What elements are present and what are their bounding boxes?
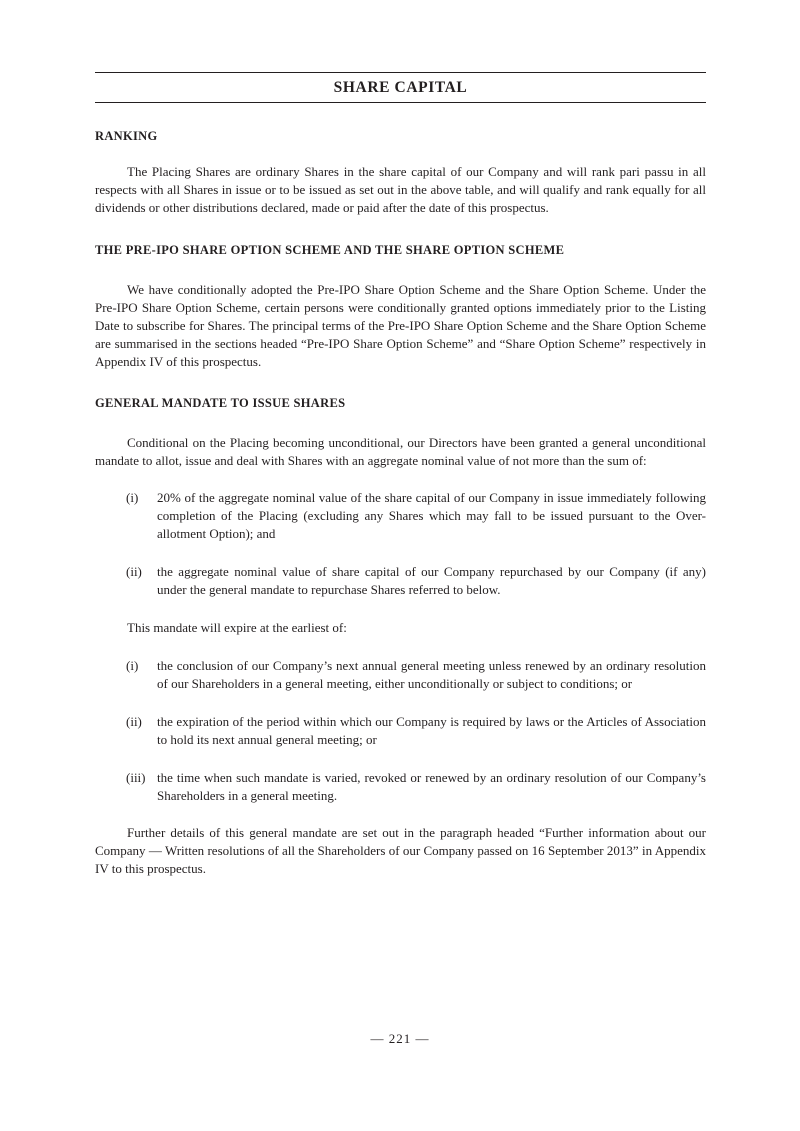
document-body bbox=[95, 127, 706, 878]
list-marker: (iii) bbox=[126, 770, 146, 785]
page-number: — 221 — bbox=[370, 1031, 430, 1046]
header-top-rule bbox=[95, 72, 706, 73]
section-heading-option-scheme: THE PRE-IPO SHARE OPTION SCHEME AND THE SHARE OPTION SCHEME bbox=[95, 243, 565, 257]
list-marker: (i) bbox=[126, 658, 139, 673]
list-marker: (ii) bbox=[126, 714, 142, 729]
list-item bbox=[95, 657, 706, 693]
section-heading-ranking: RANKING bbox=[95, 129, 158, 143]
list-item bbox=[95, 489, 706, 543]
page-title: SHARE CAPITAL bbox=[333, 79, 468, 96]
list-item bbox=[95, 713, 706, 749]
list-item bbox=[95, 563, 706, 599]
list-item-text: the time when such mandate is varied, revoked or renewed by an ordinary resolution of our Company’s Shareholders in a general meeting. bbox=[157, 770, 706, 803]
list-marker: (i) bbox=[126, 490, 139, 505]
section-heading-general-mandate: GENERAL MANDATE TO ISSUE SHARES bbox=[95, 396, 346, 410]
closing-paragraph: Further details of this general mandate are set out in the paragraph headed “Further information about our Company — Written resolutions of all the Shareholders of our Company passed on 16 September 2013” in Appendix IV to this prospectus. bbox=[95, 825, 706, 876]
list-item-text: the conclusion of our Company’s next annual general meeting unless renewed by an ordinary resolution of our Shareholders in a general meeting, either unconditionally or subject to conditions; or bbox=[157, 658, 706, 691]
option-scheme-paragraph: We have conditionally adopted the Pre-IPO Share Option Scheme and the Share Option Scheme. Under the Pre-IPO Share Option Scheme, certain persons were conditionally granted options immediately prior to the Listing Date to subscribe for Shares. The principal terms of the Pre-IPO Share Option Scheme and the Share Option Scheme are summarised in the sections headed “Pre-IPO Share Option Scheme” and “Share Option Scheme” respectively in Appendix IV of this prospectus. bbox=[95, 282, 706, 369]
list-item-text: the expiration of the period within which our Company is required by laws or the Articles of Association to hold its next annual general meeting; or bbox=[157, 714, 706, 747]
expiry-intro: This mandate will expire at the earliest of: bbox=[127, 620, 347, 635]
ranking-paragraph: The Placing Shares are ordinary Shares in the share capital of our Company and will rank pari passu in all respects with all Shares in issue or to be issued as set out in the above table, and will qualify and rank equally for all dividends or other distributions declared, made or paid after the date of this prospectus. bbox=[95, 164, 706, 215]
list-item-text: 20% of the aggregate nominal value of the share capital of our Company in issue immediately following completion of the Placing (excluding any Shares which may fall to be issued pursuant to the Over-allotment Option); and bbox=[157, 490, 706, 541]
list-item-text: the aggregate nominal value of share capital of our Company repurchased by our Company (if any) under the general mandate to repurchase Shares referred to below. bbox=[157, 564, 706, 597]
list-marker: (ii) bbox=[126, 564, 142, 579]
general-mandate-intro: Conditional on the Placing becoming unconditional, our Directors have been granted a general unconditional mandate to allot, issue and deal with Shares with an aggregate nominal value of not more than the sum of: bbox=[95, 435, 706, 468]
list-item bbox=[95, 769, 706, 805]
header-bottom-rule bbox=[95, 102, 706, 103]
